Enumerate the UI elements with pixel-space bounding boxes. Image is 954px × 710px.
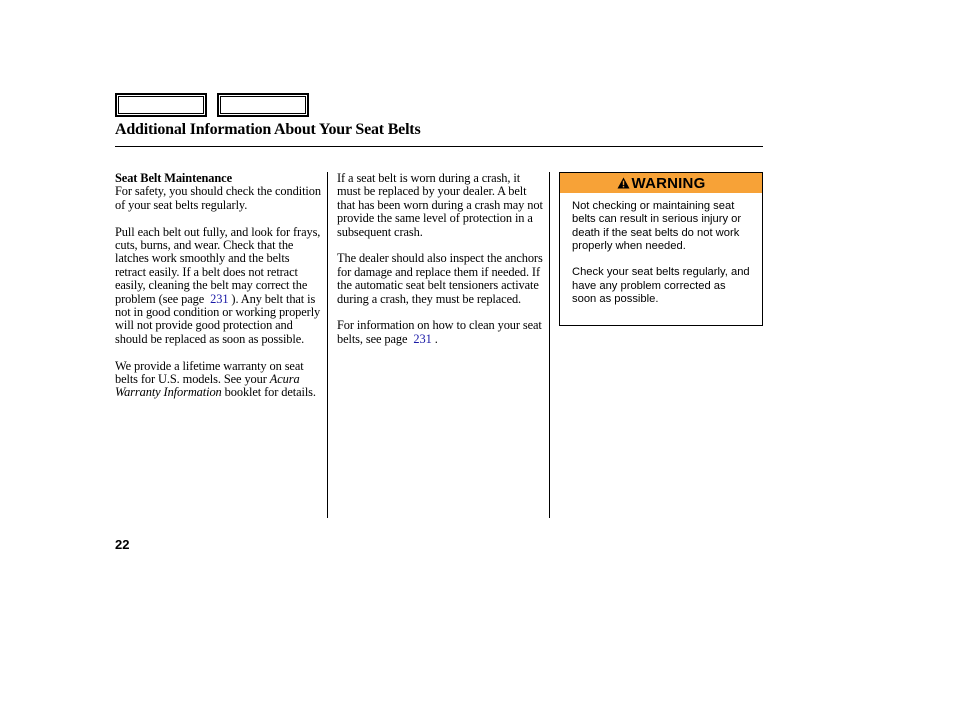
paragraph-text: For information on how to clean your seat belts, see page [337, 318, 542, 346]
inspection-paragraph [115, 226, 323, 347]
maintenance-section [115, 172, 323, 212]
warning-header [560, 173, 762, 193]
dealer-paragraph: The dealer should also inspect the anchors for damage and replace them if needed. If the automatic seat belt tensioners activate during a crash, they must be replaced. [337, 251, 543, 306]
page-number: 22 [115, 537, 130, 552]
paragraph-text: For safety, you should check the condition of your seat belts regularly. [115, 184, 321, 212]
warranty-paragraph [115, 360, 323, 400]
paragraph-text: ). Any belt that is not in good condition or working properly will not provide good protection and should be replaced as soon as possible. [115, 291, 321, 346]
warning-triangle-icon [617, 177, 630, 189]
paragraph-text: Pull each belt out fully, and look for frays, cuts, burns, and wear. Check that the latches work smoothly and the belts retract easily. If a belt does not retract easily, cleaning the belt may correct the problem (see page [115, 224, 321, 306]
column-divider-2 [549, 172, 550, 518]
warning-box [559, 172, 763, 326]
column-divider-1 [327, 172, 328, 518]
nav-button-2[interactable] [217, 93, 309, 117]
crash-paragraph: If a seat belt is worn during a crash, it must be replaced by your dealer. A belt that has been worn during a crash may not provide the same level of protection in a subsequent crash. [337, 171, 543, 239]
title-divider [115, 146, 763, 147]
page-link-231[interactable]: 231 [210, 291, 229, 306]
column-2 [337, 172, 545, 360]
section-heading: Seat Belt Maintenance [115, 171, 232, 185]
warning-body [560, 193, 762, 306]
column-1 [115, 172, 323, 413]
warranty-booklet-title: Acura Warranty Information [115, 372, 300, 400]
warning-label: WARNING [631, 174, 706, 192]
cleaning-paragraph [337, 319, 545, 346]
warning-text: Check your seat belts regularly, and have any problem corrected as soon as possible. [572, 266, 750, 306]
paragraph-text: booklet for details. [224, 385, 316, 400]
paragraph-text: . [434, 331, 438, 346]
warning-text: Not checking or maintaining seat belts can result in serious injury or death if the seat belts do not work properly when needed. [572, 200, 742, 252]
nav-button-1[interactable] [115, 93, 207, 117]
page-title: Additional Information About Your Seat Belts [115, 121, 421, 138]
paragraph-text: We provide a lifetime warranty on seat belts for U.S. models. See your [115, 358, 304, 387]
page-link-231[interactable]: 231 [413, 331, 432, 346]
